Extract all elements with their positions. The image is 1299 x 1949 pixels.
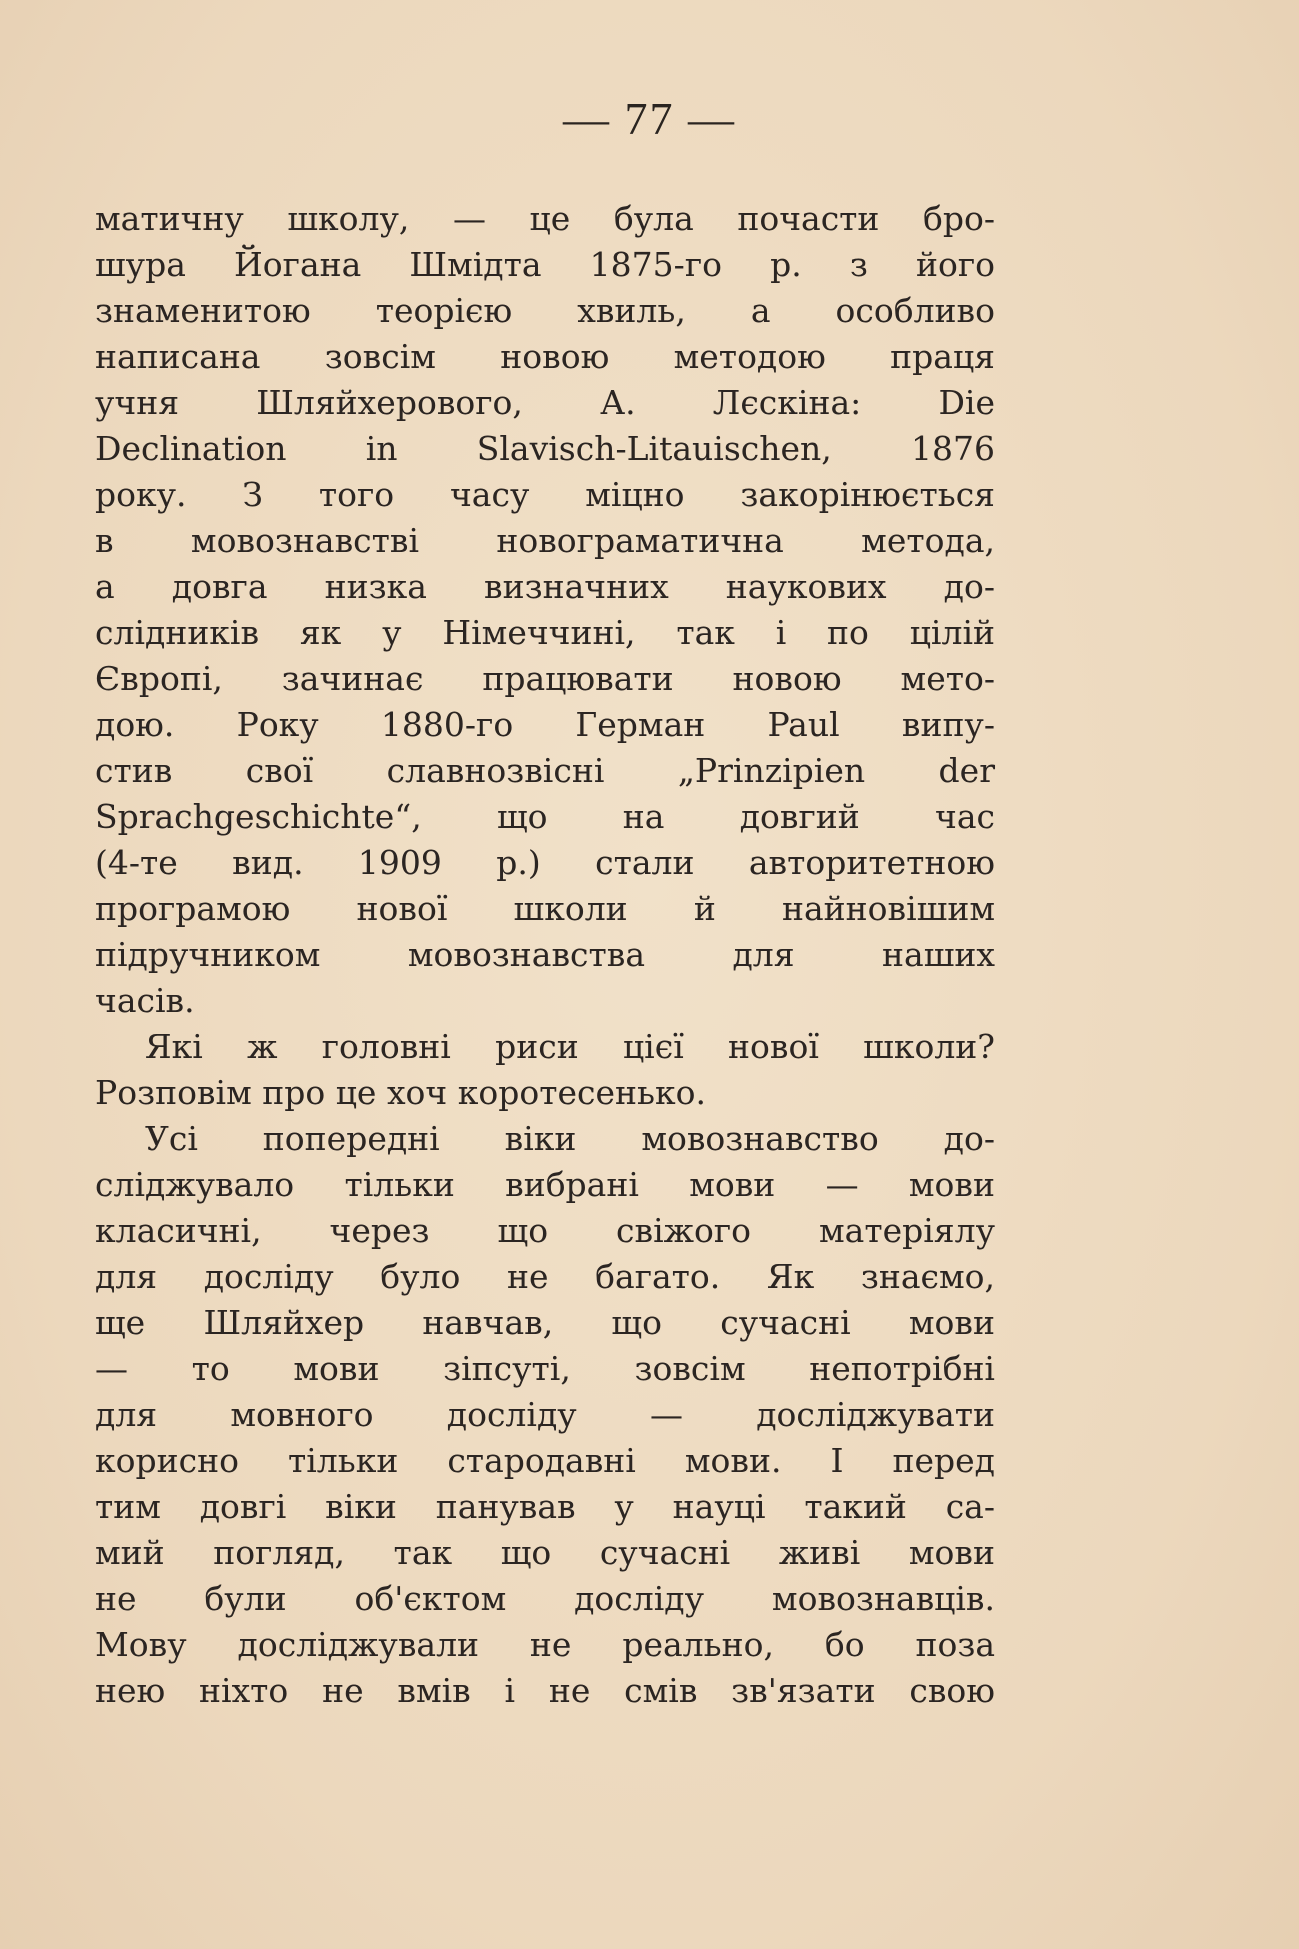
text-line: Розповім про це хоч коротесенько.: [95, 1073, 706, 1112]
text-line: для досліду було не багато. Як знаємо,: [95, 1257, 995, 1296]
text-line: а довга низка визначних наукових до-: [95, 567, 995, 606]
text-line: Європі, зачинає працювати новою мето-: [95, 659, 995, 698]
text-line: для мовного досліду — досліджувати: [95, 1395, 995, 1434]
text-line: — то мови зіпсуті, зовсім непотрібні: [95, 1349, 995, 1388]
paragraph: [95, 1024, 995, 1116]
text-line: Мову досліджували не реально, бо поза: [95, 1625, 995, 1664]
text-line: класичні, через що свіжого матеріялу: [95, 1211, 995, 1250]
text-line: Усі попередні віки мовознавство до-: [145, 1119, 995, 1158]
text-line: нею ніхто не вмів і не смів зв'язати свою: [95, 1671, 995, 1710]
text-line: часів.: [95, 981, 195, 1020]
text-line: матичну школу, — це була почасти бро-: [95, 199, 995, 238]
page-number: — 77 —: [563, 93, 736, 144]
text-line: знаменитою теорією хвиль, а особливо: [95, 291, 995, 330]
text-line: мий погляд, так що сучасні живі мови: [95, 1533, 995, 1572]
text-line: слідників як у Німеччині, так і по цілій: [95, 613, 995, 652]
text-line: (4-те вид. 1909 р.) стали авторитетною: [95, 843, 995, 882]
text-line: шура Йогана Шмідта 1875-го р. з його: [95, 245, 995, 284]
text-line: Які ж головні риси цієї нової школи?: [145, 1027, 995, 1066]
paragraph: [95, 1116, 995, 1714]
text-line: написана зовсім новою методою праця: [95, 337, 995, 376]
text-line: стив свої славнозвісні „Prinzipien der: [95, 751, 995, 790]
text-line: тим довгі віки панував у науці такий са-: [95, 1487, 995, 1526]
text-line: підручником мовознавства для наших: [95, 935, 995, 974]
text-line: ще Шляйхер навчав, що сучасні мови: [95, 1303, 995, 1342]
text-line: в мовознавстві новограматична метода,: [95, 521, 995, 560]
text-line: корисно тільки стародавні мови. І перед: [95, 1441, 995, 1480]
text-line: не були об'єктом досліду мовознавців.: [95, 1579, 995, 1618]
paragraph: [95, 196, 995, 1024]
text-line: сліджувало тільки вибрані мови — мови: [95, 1165, 995, 1204]
text-line: Declination in Slavisch-Litauischen, 1876: [95, 429, 995, 468]
text-line: учня Шляйхерового, А. Лєскіна: Die: [95, 383, 995, 422]
text-line: дою. Року 1880-го Герман Paul випу-: [95, 705, 995, 744]
text-line: Sprachgeschichte“, що на довгий час: [95, 797, 995, 836]
text-line: програмою нової школи й найновішим: [95, 889, 995, 928]
text-line: року. З того часу міцно закорінюється: [95, 475, 995, 514]
page-text: [95, 196, 995, 1714]
